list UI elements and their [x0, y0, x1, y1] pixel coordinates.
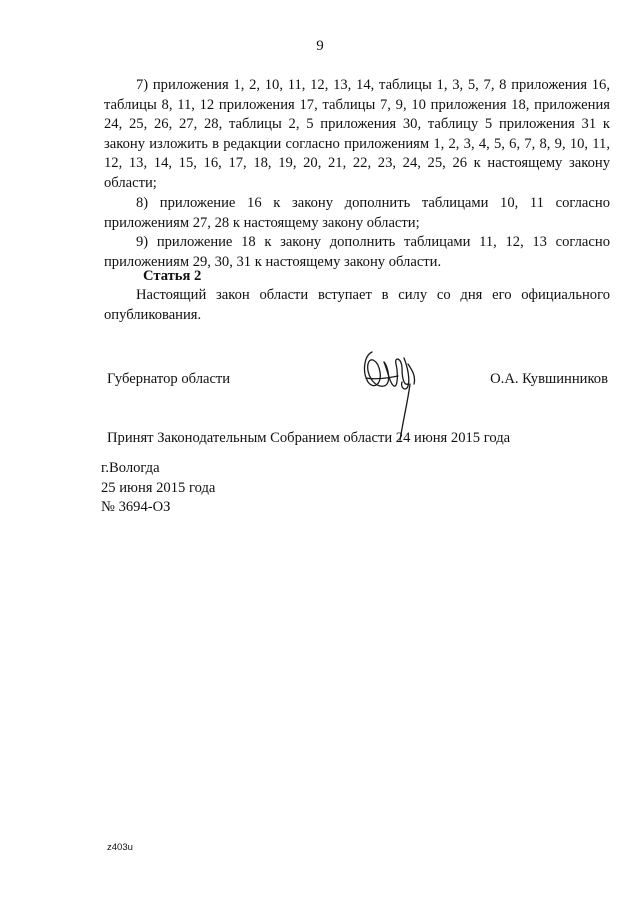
- document-code: z403u: [107, 842, 133, 853]
- law-number: № 3694-ОЗ: [101, 499, 171, 516]
- city: г.Вологда: [101, 460, 160, 476]
- list-item-9: 9) приложение 18 к закону дополнить таблицами 11, 12, 13 согласно приложениям 29, 30, 31 к настоящему закону области.: [104, 234, 610, 270]
- article-heading: Статья 2: [143, 268, 202, 284]
- adoption-line: Принят Законодательным Собранием области 24 июня 2015 года: [107, 430, 511, 446]
- governor-title: Губернатор области: [107, 371, 231, 387]
- law-date: 25 июня 2015 года: [101, 479, 216, 496]
- page-number: 9: [316, 38, 324, 54]
- list-item-7: 7) приложения 1, 2, 10, 11, 12, 13, 14, таблицы 1, 3, 5, 7, 8 приложения 16, таблицы 8, 11, 12 приложения 17, таблицы 7, 9, 10 приложения 18, приложения 24, 25, 26, 27, 28, таблицы 2, 5 приложения 30, таблицу 5 приложения 31 к закону изложить в редакции согласно приложениям 1, 2, 3, 4, 5, 6, 7, 8, 9, 10, 11, 12, 13, 14, 15, 16, 17, 18, 19, 20, 21, 22, 23, 24, 25, 26 к настоящему закону области;: [104, 77, 610, 191]
- place-date-number: [101, 459, 215, 518]
- article-text: Настоящий закон области вступает в силу со дня его официального опубликования.: [104, 287, 610, 323]
- list-item-8: 8) приложение 16 к закону дополнить таблицами 10, 11 согласно приложениям 27, 28 к настоящему закону области;: [104, 195, 610, 231]
- governor-name: О.А. Кувшинников: [490, 371, 608, 387]
